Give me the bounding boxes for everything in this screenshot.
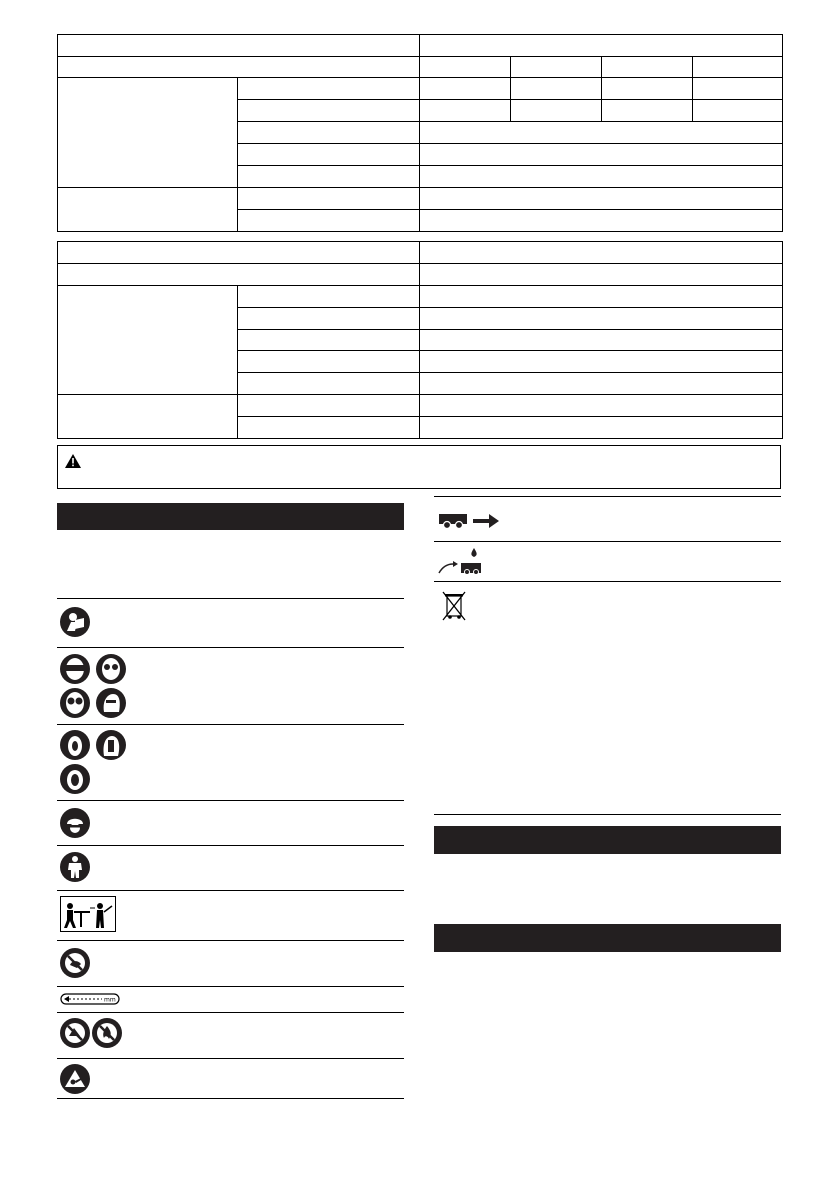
table-cell [238,100,420,122]
table-cell [420,122,783,144]
divider [57,647,404,648]
work-position-icon [60,896,116,932]
chain-direction-icon [60,992,120,1006]
divider [57,724,404,725]
table-cell [511,57,602,78]
table-cell [58,242,420,264]
ear-plug-icon [60,730,90,760]
no-rain-icon [60,1018,90,1048]
table-cell [602,57,693,78]
table-cell [238,330,420,351]
read-manual-icon [60,607,90,637]
divider [434,541,781,542]
helmet-icon [60,808,90,838]
table-cell [58,286,238,395]
table-cell [238,122,420,144]
table-cell [420,57,511,78]
table-cell [238,78,420,100]
table-cell [238,395,420,417]
one-hand-prohibited-icon [60,948,90,978]
divider [434,581,781,582]
table-cell [420,330,783,351]
table-cell [693,100,783,122]
divider [57,598,404,599]
symbols-section-banner [57,503,404,530]
table-cell [238,373,420,395]
table-cell [58,264,420,286]
table-cell [58,57,420,78]
no-rain-no-fire-icon [60,1018,126,1050]
warning-box [57,445,781,489]
divider [434,814,781,815]
section-banner [434,924,781,952]
table-cell [420,78,511,100]
table-cell [420,308,783,330]
divider [57,1012,404,1013]
table-cell [420,242,783,264]
face-shield-icon [60,654,90,684]
table-cell [420,351,783,373]
oil-adjustment-icon [437,546,483,576]
ear-defender-icon [60,764,90,794]
ear-protection-icons [60,730,130,794]
table-cell [238,166,420,188]
divider [57,1098,404,1099]
table-cell [602,78,693,100]
divider [57,800,404,801]
table-cell [420,100,511,122]
section-banner [434,826,781,854]
eye-face-protection-icons [60,654,130,718]
svg-text:mm: mm [104,996,116,1004]
table-cell [511,78,602,100]
divider [57,845,404,846]
table-cell [58,35,420,57]
divider [57,1058,404,1059]
table-cell [693,78,783,100]
chain-speed-arrow-icon [437,510,501,532]
table-cell [238,188,420,210]
table-cell [420,264,783,286]
goggles-icon [60,688,90,718]
table-cell [58,188,238,232]
divider [434,496,781,497]
divider [57,940,404,941]
protective-clothing-icon [60,852,90,882]
table-cell [602,100,693,122]
kickback-warning-icon [60,1064,90,1094]
table-cell [420,144,783,166]
wheelie-bin-crossed-icon [441,590,467,622]
table-cell [58,78,238,188]
table-cell [420,373,783,395]
table-cell [420,395,783,417]
table-cell [238,351,420,373]
divider [57,890,404,891]
no-fire-icon [92,1018,122,1048]
spec-table-2 [57,241,783,439]
table-cell [420,166,783,188]
table-cell [238,308,420,330]
table-cell [58,395,238,439]
table-cell [238,144,420,166]
divider [57,986,404,987]
table-cell [693,57,783,78]
warning-triangle-icon [65,454,81,468]
table-cell [420,210,783,232]
table-cell [420,286,783,308]
safety-glasses-icon [96,688,126,718]
table-cell [511,100,602,122]
table-cell [420,417,783,439]
mesh-visor-icon [96,654,126,684]
table-cell [238,210,420,232]
table-cell [238,286,420,308]
table-cell [420,35,783,57]
ear-muff-icon [96,730,126,760]
table-cell [420,188,783,210]
spec-table-1 [57,34,783,232]
table-cell [238,417,420,439]
